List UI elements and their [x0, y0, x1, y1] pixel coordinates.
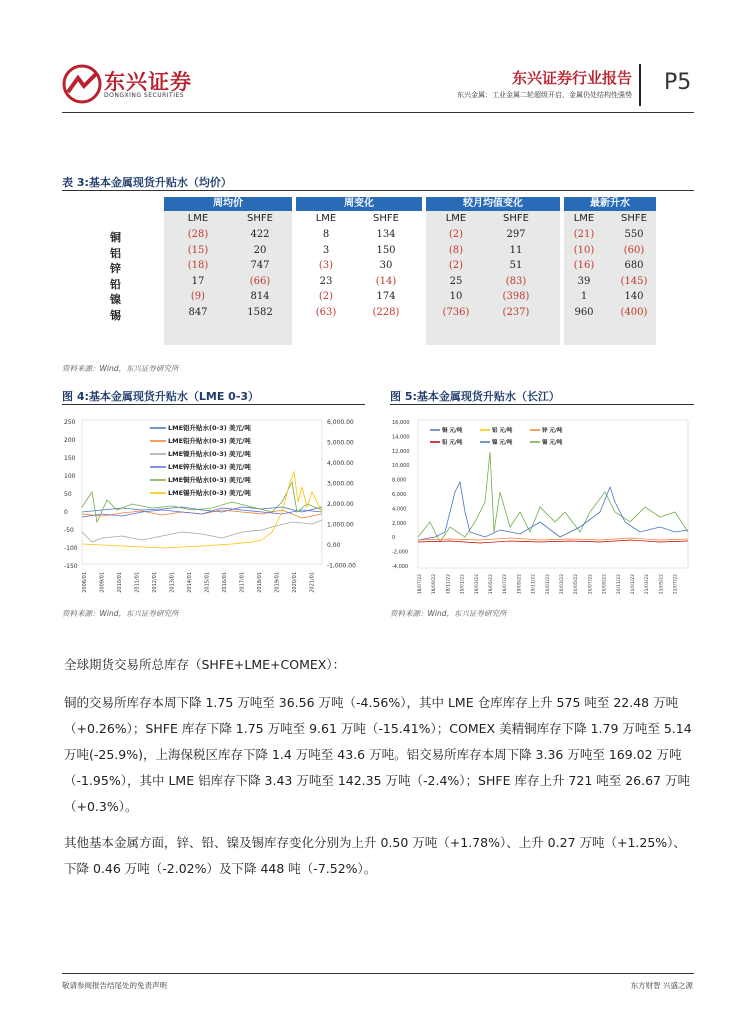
col-header: LME	[187, 213, 209, 224]
y2-tick-label: 0.00	[327, 542, 341, 549]
x-tick-label: 19/01/22	[460, 574, 466, 595]
col-header: SHFE	[373, 213, 399, 224]
header-divider	[639, 64, 641, 106]
y2-tick-label: 6,000.00	[327, 419, 354, 426]
table3-caption: 表 3:基本金属现货升贴水（均价）	[62, 176, 232, 189]
table-cell: 297	[506, 229, 526, 240]
legend-label: 铝 元/吨	[492, 428, 513, 434]
y-tick-label: 10,000	[392, 463, 410, 470]
table-cell: 51	[509, 260, 523, 271]
y-tick-label: -2,000	[392, 549, 409, 556]
fig4-source: 资料来源：Wind，东兴证券研究所	[62, 609, 179, 618]
table-cell: 8	[322, 229, 330, 240]
legend-label: LME铜升贴水(0-3) 美元/吨	[168, 476, 251, 484]
table-cell: 1	[580, 291, 588, 302]
paragraph-other-metals: 其他基本金属方面，锌、铅、镍及锡库存变化分别为上升 0.50 万吨（+1.78%）、上升 0.27 万吨（+1.25%）、下降 0.46 万吨（-2.02%）及下降 448 吨（-7.52%）。	[64, 835, 686, 876]
col-header: SHFE	[621, 213, 647, 224]
x-tick-label: 2016/01	[222, 572, 228, 593]
table3-source: 资料来源：Wind，东兴证券研究所	[62, 364, 179, 373]
footer-rule	[62, 973, 694, 974]
legend-label: LME锌升贴水(0-3) 美元/吨	[168, 463, 251, 471]
table-cell: 17	[191, 275, 205, 287]
page-number: P5	[664, 70, 692, 95]
x-tick-label: 20/09/22	[602, 574, 608, 595]
table-cell: (2)	[318, 291, 334, 302]
y-tick-label: -150	[64, 563, 78, 570]
y-tick-label: 250	[64, 419, 76, 426]
table-cell: (237)	[502, 306, 530, 318]
x-tick-label: 19/03/22	[474, 574, 480, 595]
table-cell: 25	[449, 275, 463, 287]
table3-caption-rule	[62, 190, 694, 191]
y-tick-label: -50	[64, 527, 74, 534]
y2-tick-label: -1,000.00	[327, 562, 356, 570]
table-cell: 960	[574, 306, 594, 318]
y2-tick-label: 5,000.00	[327, 439, 354, 447]
legend-label: 锌 元/吨	[542, 428, 563, 434]
x-tick-label: 18/11/22	[446, 574, 452, 595]
footer-disclaimer: 敬请参阅报告结尾处的免责声明	[62, 981, 167, 990]
table-cell: (145)	[620, 275, 648, 287]
table-cell: (18)	[187, 260, 209, 271]
table-cell: (2)	[448, 260, 464, 271]
x-tick-label: 2018/01	[257, 572, 263, 593]
y-tick-label: 8,000	[392, 477, 407, 484]
table-cell: 150	[376, 244, 396, 256]
legend-label: 铜 元/吨	[442, 428, 463, 434]
y2-tick-label: 4,000.00	[327, 460, 354, 467]
x-tick-label: 2011/01	[134, 572, 141, 593]
x-tick-label: 18/09/22	[432, 574, 438, 595]
table-cell: (60)	[623, 244, 645, 256]
x-tick-label: 20/01/22	[545, 574, 551, 595]
table-row-metal: 铝	[110, 246, 121, 260]
y-tick-label: 6,000	[392, 492, 407, 498]
x-tick-label: 2010/01	[117, 572, 123, 593]
x-tick-label: 19/09/22	[517, 574, 523, 595]
col-header: SHFE	[247, 213, 273, 224]
table-cell: (15)	[187, 244, 209, 256]
y-tick-label: 0	[392, 535, 396, 542]
table-cell: 23	[319, 275, 333, 287]
legend-label: 锡 元/吨	[542, 440, 563, 446]
x-tick-label: 18/07/22	[418, 574, 423, 595]
paragraph-copper-aluminum: 铜的交易所库存本周下降 1.75 万吨至 36.56 万吨（-4.56%），其中 LME 仓库库存上升 575 吨至 22.48 万吨（+0.26%）；SHFE 库存下降 1.75 万吨至 9.61 万吨（-15.41%）；COMEX 美精铜库存下降 1.79 万吨至 5.14 万吨(-25.9%)，上海保税区库存下降 1.4 万吨至 43.6 万吨。铝交易所库存本周下降 3.36 万吨至 169.02 万吨（-1.95%），其中 LME 铝库存下降 3.43 万吨至 142.35 万吨（-2.4%）；SHFE 库存上升 721 吨至 26.67 万吨（+0.3%）。	[64, 695, 692, 814]
y2-tick-label: 3,000.00	[327, 480, 354, 488]
x-tick-label: 2013/01	[169, 572, 176, 593]
series-line-ni	[418, 482, 688, 540]
logo-english: DONGXING SECURITIES	[104, 92, 185, 99]
group-header: 周变化	[296, 197, 422, 211]
legend-label: 铅 元/吨	[442, 440, 463, 446]
table-cell: 140	[624, 291, 644, 302]
y-tick-label: 12,000	[392, 448, 410, 455]
y-tick-label: 150	[64, 455, 76, 462]
x-tick-label: 20/03/22	[560, 574, 565, 595]
table-cell: (66)	[249, 275, 271, 287]
table-cell: (63)	[315, 306, 337, 318]
y-tick-label: -4,000	[392, 564, 409, 570]
legend-label: LME镍升贴水(0-3) 美元/吨	[168, 450, 251, 458]
table-cell: 814	[250, 291, 270, 302]
y-tick-label: 2,000	[392, 520, 407, 527]
table-cell: (3)	[318, 260, 334, 271]
table-cell: (21)	[573, 229, 595, 240]
table-cell: (28)	[187, 229, 209, 240]
x-tick-label: 2009/01	[99, 572, 106, 593]
table-cell: (83)	[505, 275, 527, 287]
legend-label: LME铝升贴水(0-3) 美元/吨	[168, 424, 251, 432]
table-cell: 550	[624, 229, 644, 240]
x-tick-label: 20/05/22	[574, 574, 580, 595]
x-tick-label: 2020/01	[292, 572, 298, 593]
table-cell: (2)	[448, 229, 464, 240]
x-tick-label: 19/05/22	[489, 574, 494, 595]
legend-label: LME铅升贴水(0-3) 美元/吨	[168, 437, 251, 445]
group-header: 较月均值变化	[426, 197, 560, 211]
table-row-metal: 镍	[110, 293, 121, 306]
logo-text: 东兴证券	[104, 70, 192, 94]
table-row-metal: 锡	[110, 308, 121, 322]
group-header: 周均价	[164, 197, 292, 211]
fig4-caption: 图 4:基本金属现货升贴水（LME 0-3）	[62, 390, 260, 403]
y-tick-label: 100	[64, 473, 76, 480]
col-header: LME	[573, 213, 595, 224]
table-cell: (16)	[573, 260, 595, 271]
x-tick-label: 2021/01	[309, 572, 316, 593]
y-tick-label: 0	[64, 509, 68, 516]
y2-tick-label: 2,000.00	[327, 501, 354, 508]
col-header: SHFE	[503, 213, 529, 224]
series-line-lme-ni	[82, 520, 322, 542]
fig5-source: 资料来源：Wind，东兴证券研究所	[390, 609, 507, 618]
table-cell: 11	[509, 244, 523, 256]
x-tick-label: 2015/01	[204, 572, 211, 593]
table-cell: 20	[253, 244, 267, 256]
table-row-metal: 锌	[110, 262, 121, 275]
table-cell: 680	[624, 260, 644, 271]
report-title: 东兴证券行业报告	[511, 69, 632, 87]
table-cell: 422	[250, 229, 270, 240]
x-tick-label: 21/07/22	[673, 574, 679, 595]
fig5-caption: 图 5:基本金属现货升贴水（长江）	[390, 390, 560, 403]
fig5-chart	[390, 412, 694, 602]
x-tick-label: 20/11/22	[616, 574, 622, 595]
x-tick-label: 19/07/22	[503, 574, 509, 595]
fig5-caption-rule	[390, 404, 694, 405]
table-row-metal: 铜	[110, 231, 121, 244]
table-cell: 3	[322, 244, 330, 256]
table-cell: (9)	[190, 291, 206, 302]
y-tick-label: 200	[64, 437, 76, 444]
x-tick-label: 20/07/22	[588, 574, 594, 595]
header-rule	[62, 112, 694, 113]
y-tick-label: -100	[64, 545, 78, 552]
series-line-cu	[418, 538, 688, 540]
table-cell: 10	[449, 291, 463, 302]
x-tick-label: 2014/01	[187, 572, 193, 593]
y2-tick-label: 1,000.00	[327, 521, 354, 529]
x-tick-label: 2012/01	[152, 572, 158, 593]
inventory-heading: 全球期货交易所总库存（SHFE+LME+COMEX）：	[64, 657, 346, 672]
fig4-chart	[62, 412, 367, 602]
table-cell: 134	[376, 229, 396, 240]
x-tick-label: 2008/01	[82, 572, 88, 593]
table-cell: 847	[188, 306, 208, 318]
table-cell: (14)	[375, 275, 397, 287]
y-tick-label: 50	[64, 491, 72, 498]
report-subtitle: 东兴金属：工业金属二轮超级开启，金属仍处结构性强势	[457, 91, 632, 99]
y-tick-label: 4,000	[392, 506, 407, 513]
dongxing-logo-icon	[62, 64, 102, 104]
col-header: LME	[315, 213, 337, 224]
table-cell: 1582	[247, 306, 273, 318]
fig4-caption-rule	[62, 404, 365, 405]
series-line-zn	[418, 540, 688, 543]
x-tick-label: 2019/01	[274, 572, 281, 593]
table-cell: (400)	[620, 306, 648, 318]
x-tick-label: 21/05/22	[659, 574, 665, 595]
series-line-sn	[418, 452, 688, 542]
table-cell: (398)	[502, 291, 530, 302]
x-tick-label: 21/01/22	[631, 574, 636, 595]
x-tick-label: 19/11/22	[531, 574, 537, 595]
footer-slogan: 东方财智 兴盛之源	[630, 981, 693, 990]
x-tick-label: 2017/01	[239, 572, 246, 593]
table-cell: 174	[376, 291, 396, 302]
table-row-metal: 铅	[110, 277, 121, 291]
legend-label: 镍 元/吨	[492, 440, 513, 446]
table-cell: (228)	[372, 306, 400, 318]
col-header: LME	[445, 213, 467, 224]
group-header: 最新升水	[564, 197, 656, 211]
table-cell: 30	[379, 260, 393, 271]
x-tick-label: 21/03/22	[645, 574, 651, 595]
table-cell: 747	[250, 260, 270, 271]
legend-label: LME锡升贴水(0-3) 美元/吨	[168, 489, 251, 497]
table-cell: 39	[577, 275, 591, 287]
table-cell: (8)	[448, 244, 464, 256]
table-cell: (10)	[573, 244, 595, 256]
table-cell: (736)	[442, 306, 470, 318]
table3	[82, 197, 656, 345]
y-tick-label: 16,000	[392, 420, 410, 426]
y-tick-label: 14,000	[392, 434, 410, 441]
